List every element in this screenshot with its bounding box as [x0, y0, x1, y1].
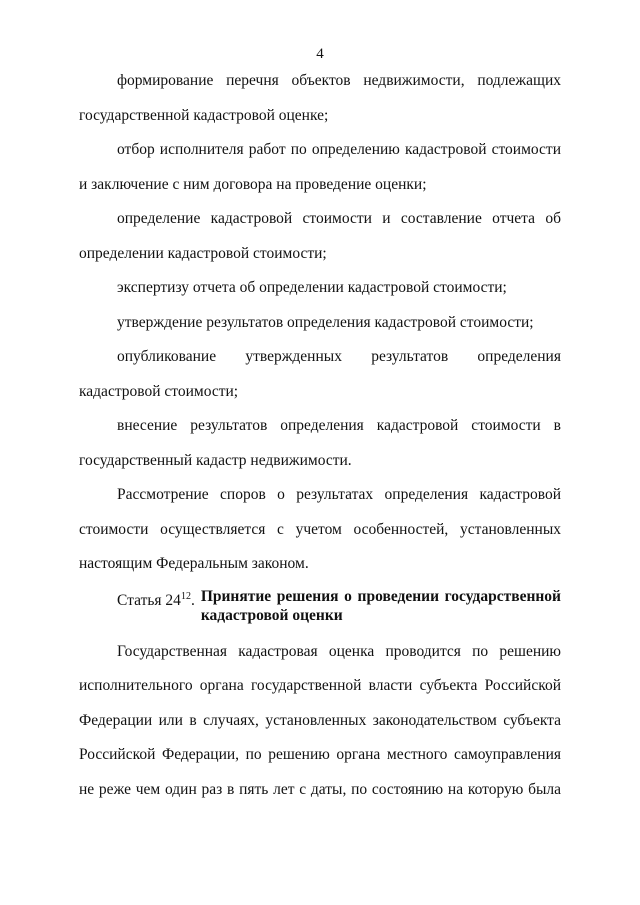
- document-body: [79, 64, 561, 807]
- list-item-forming-list: формирование перечня объектов недвижимости, подлежащих государственной кадастровой оценке;: [79, 72, 561, 124]
- list-item-contractor-selection: отбор исполнителя работ по определению кадастровой стоимости и заключение с ним договора на проведение оценки;: [79, 141, 561, 193]
- list-item-value-determination: определение кадастровой стоимости и составление отчета об определении кадастровой стоимости;: [79, 210, 561, 262]
- list-item-results-approval: утверждение результатов определения кадастровой стоимости;: [117, 313, 534, 331]
- article-title: Принятие решения о проведении государственной кадастровой оценки: [200, 587, 561, 624]
- list-item-results-publication: опубликование утвержденных результатов определения кадастровой стоимости;: [79, 348, 561, 400]
- list-item-cadastre-entry: внесение результатов определения кадастровой стоимости в государственный кадастр недвижимости.: [79, 417, 561, 469]
- article-number: Статья $24^{12}$.: [117, 590, 195, 609]
- article-heading: [79, 587, 561, 625]
- disputes-paragraph: Рассмотрение споров о результатах определения кадастровой стоимости осуществляется с учетом особенностей, установленных настоящим Федеральным законом.: [79, 486, 561, 572]
- page-number: 4: [316, 46, 324, 62]
- list-item-report-examination: экспертизу отчета об определении кадастровой стоимости;: [117, 279, 507, 296]
- article-body-paragraph: Государственная кадастровая оценка проводится по решению исполнительного органа государственной власти субъекта Российской Федерации или в случаях, установленных законодательством субъекта Российской Федерации, по решению органа местного самоуправления не реже чем один раз в пять лет с даты, по состоянию на которую была: [79, 642, 561, 798]
